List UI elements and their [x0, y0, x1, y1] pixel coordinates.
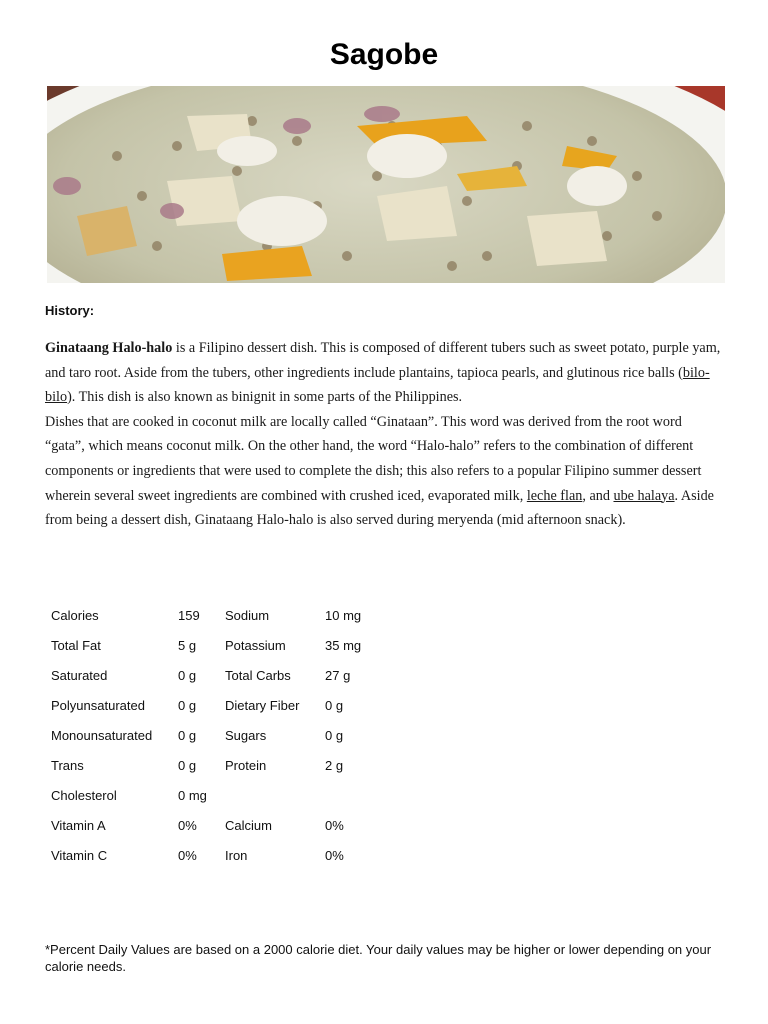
nutrient-value [319, 783, 369, 813]
nutrient-value: 0 g [178, 698, 197, 713]
dessert-photo-illustration [47, 86, 725, 283]
nutrient-name: Sugars [225, 728, 267, 743]
nutrient-name: Dietary Fiber [225, 698, 300, 713]
nutrient-name: Vitamin C [51, 848, 108, 863]
nutrient-name: Potassium [225, 638, 286, 653]
nutrient-name: Total Fat [51, 638, 101, 653]
link-bilo-bilo[interactable]: bilo-bilo [45, 364, 710, 406]
nutrient-value: 0 g [325, 698, 344, 713]
nutrient-value: 159 [178, 608, 200, 623]
nutrient-name [219, 783, 319, 813]
nutrient-value: 0 g [178, 758, 197, 773]
link-leche-flan[interactable]: leche flan [526, 487, 583, 504]
history-paragraph-2 [45, 410, 725, 533]
nutrient-value: 2 g [325, 758, 344, 773]
nutrient-value: 10 mg [325, 608, 362, 623]
nutrient-value: 0 mg [178, 788, 207, 803]
nutrient-value: 0% [325, 848, 344, 863]
nutrient-name: Monounsaturated [51, 728, 153, 743]
history-text: Dishes that are cooked in coconut milk are locally called “Ginataan”. This word was derived from the root word “gata”, which means coconut milk. On the other hand, the word “Halo-halo” refers to the combination of different components or ingredients that were used to complete the dish; this also refers to a popular Filipino summer dessert wherein several sweet ingredients are combined with crushed iced, evaporated milk, [45, 413, 702, 504]
page-title: Sagobe [329, 38, 439, 71]
nutrition-row [45, 693, 369, 723]
nutrient-name: Sodium [225, 608, 270, 623]
history-paragraph-1 [45, 336, 725, 410]
history-text: . Aside from being a dessert dish, Ginataang Halo-halo is also served during meryenda (mid afternoon snack). [45, 487, 714, 529]
nutrient-value: 0 g [178, 728, 197, 743]
link-ube-halaya[interactable]: ube halaya [613, 487, 675, 504]
nutrient-value: 0 g [178, 668, 197, 683]
nutrition-footnote: *Percent Daily Values are based on a 2000 calorie diet. Your daily values may be higher or lower depending on your calorie needs. [45, 942, 712, 974]
history-text: , and [582, 487, 614, 504]
nutrient-value: 27 g [325, 668, 351, 683]
history-heading: History: [45, 303, 95, 318]
nutrient-name: Calcium [225, 818, 272, 833]
nutrient-name: Protein [225, 758, 267, 773]
nutrient-name: Cholesterol [51, 788, 117, 803]
nutrient-value: 0 g [325, 728, 344, 743]
dish-name: Ginataang Halo-halo [45, 340, 173, 356]
nutrient-name: Total Carbs [225, 668, 291, 683]
history-text: is a Filipino dessert dish. This is composed of different tubers such as sweet potato, purple yam, and taro root. Aside from the tubers, other ingredients include plantains, tapioca pearls, and glutinous rice balls ( [45, 340, 721, 381]
nutrition-table [45, 603, 369, 873]
nutrition-row [45, 813, 369, 843]
nutrient-value: 35 mg [325, 638, 362, 653]
nutrient-name: Vitamin A [51, 818, 106, 833]
nutrient-value: 5 g [178, 638, 197, 653]
nutrient-name: Iron [225, 848, 248, 863]
nutrient-name: Calories [51, 608, 99, 623]
dessert-photo [47, 86, 725, 283]
history-body [45, 336, 725, 533]
nutrition-row [45, 633, 369, 663]
nutrition-row [45, 783, 369, 813]
nutrient-value: 0% [178, 818, 197, 833]
nutrient-name: Polyunsaturated [51, 698, 145, 713]
nutrient-value: 0% [178, 848, 197, 863]
nutrition-row [45, 663, 369, 693]
nutrition-row [45, 603, 369, 633]
nutrition-row [45, 723, 369, 753]
nutrient-name: Trans [51, 758, 84, 773]
nutrition-row [45, 753, 369, 783]
nutrition-row [45, 843, 369, 873]
history-text: ). This dish is also known as binignit in some parts of the Philippines. [67, 389, 463, 406]
nutrient-name: Saturated [51, 668, 108, 683]
nutrient-value: 0% [325, 818, 344, 833]
